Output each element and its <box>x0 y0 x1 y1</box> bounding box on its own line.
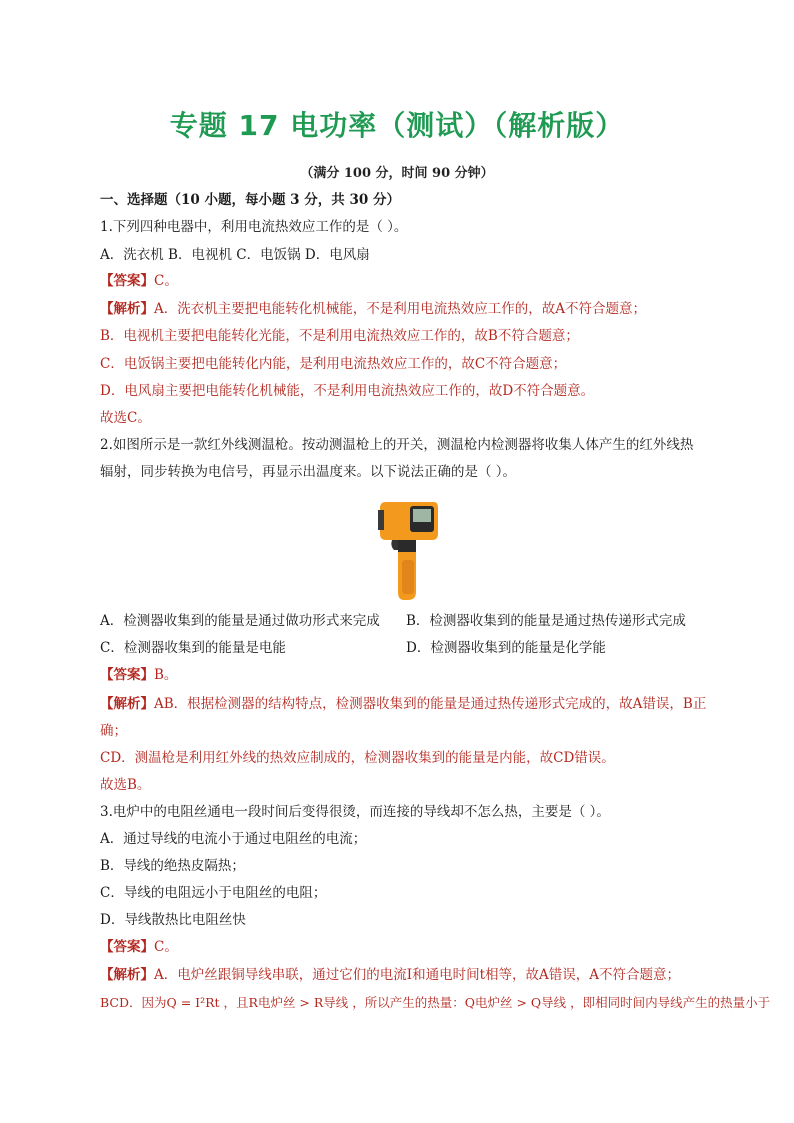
q3-stem: 3.电炉中的电阻丝通电一段时间后变得很烫，而连接的导线却不怎么热，主要是（ ）。 <box>100 804 610 820</box>
analysis-text: A．洗衣机主要把电能转化机械能，不是利用电流热效应工作的，故A不符合题意； <box>154 301 646 317</box>
q2-stem-2: 辐射，同步转换为电信号，再显示出温度来。以下说法正确的是（ ）。 <box>100 464 517 480</box>
q2-option-a: A．检测器收集到的能量是通过做功形式来完成 <box>100 613 380 629</box>
q2-option-d: D．检测器收集到的能量是化学能 <box>406 640 606 656</box>
answer-value: C。 <box>154 273 178 289</box>
q2-answer <box>100 665 740 685</box>
page-title: 专题 17 电功率（测试）（解析版） <box>169 109 625 142</box>
q3-option-a: A．通过导线的电流小于通过电阻丝的电流； <box>100 831 367 847</box>
q2-analysis-1-cont: 确； <box>100 723 127 739</box>
analysis-text: A．电炉丝跟铜导线串联，通过它们的电流I和通电时间t相等，故A错误，A不符合题意； <box>154 967 681 983</box>
q1-analysis-4: D．电风扇主要把电能转化机械能，不是利用电流热效应工作的，故D不符合题意。 <box>100 383 595 399</box>
q3-analysis-2: BCD．因为Q = I²Rt ，且R电炉丝 > R导线 ，所以产生的热量：Q电炉丝 > Q导线 ，即相同时间内导线产生的热量小于 <box>100 995 771 1010</box>
q3-option-c: C．导线的电阻远小于电阻丝的电阻； <box>100 885 327 901</box>
q1-stem: 1.下列四种电器中，利用电流热效应工作的是（ ）。 <box>100 219 408 235</box>
q2-option-b: B．检测器收集到的能量是通过热传递形式完成 <box>406 613 686 629</box>
answer-tag: 【答案】 <box>100 939 154 955</box>
answer-tag: 【答案】 <box>100 273 154 289</box>
q1-options: A．洗衣机 B．电视机 C．电饭锅 D．电风扇 <box>100 247 370 263</box>
q1-analysis-1 <box>100 299 740 319</box>
analysis-text: AB．根据检测器的结构特点，检测器收集到的能量是通过热传递形式完成的，故A错误，B正 <box>154 696 707 712</box>
analysis-tag: 【解析】 <box>100 301 154 317</box>
answer-value: B。 <box>154 667 178 683</box>
answer-tag: 【答案】 <box>100 667 154 683</box>
q1-analysis-3: C．电饭锅主要把电能转化内能，是利用电流热效应工作的，故C不符合题意； <box>100 356 567 372</box>
q2-analysis-1 <box>100 694 740 714</box>
q2-option-c: C．检测器收集到的能量是电能 <box>100 640 286 656</box>
q3-analysis-1 <box>100 965 740 985</box>
q1-analysis-2: B．电视机主要把电能转化光能，不是利用电流热效应工作的，故B不符合题意； <box>100 328 579 344</box>
q2-options-row-1 <box>100 611 740 631</box>
q2-options-row-2 <box>100 638 740 658</box>
q1-choose: 故选C。 <box>100 410 151 426</box>
section-heading: 一、选择题（10 小题，每小题 3 分，共 30 分） <box>100 192 400 208</box>
infrared-thermometer-image <box>376 500 440 604</box>
analysis-tag: 【解析】 <box>100 967 154 983</box>
q3-answer <box>100 937 740 957</box>
answer-value: C。 <box>154 939 178 955</box>
q2-analysis-2: CD．测温枪是利用红外线的热效应制成的，检测器收集到的能量是内能，故CD错误。 <box>100 750 615 766</box>
q3-option-d: D．导线散热比电阻丝快 <box>100 912 246 928</box>
q2-choose: 故选B。 <box>100 777 151 793</box>
q2-stem-1: 2.如图所示是一款红外线测温枪。按动测温枪上的开关，测温枪内检测器将收集人体产生的红外线热 <box>100 437 694 453</box>
q3-option-b: B．导线的绝热皮隔热； <box>100 858 245 874</box>
analysis-tag: 【解析】 <box>100 696 154 712</box>
page-subtitle: （满分 100 分，时间 90 分钟） <box>300 166 494 181</box>
q1-answer <box>100 271 740 291</box>
